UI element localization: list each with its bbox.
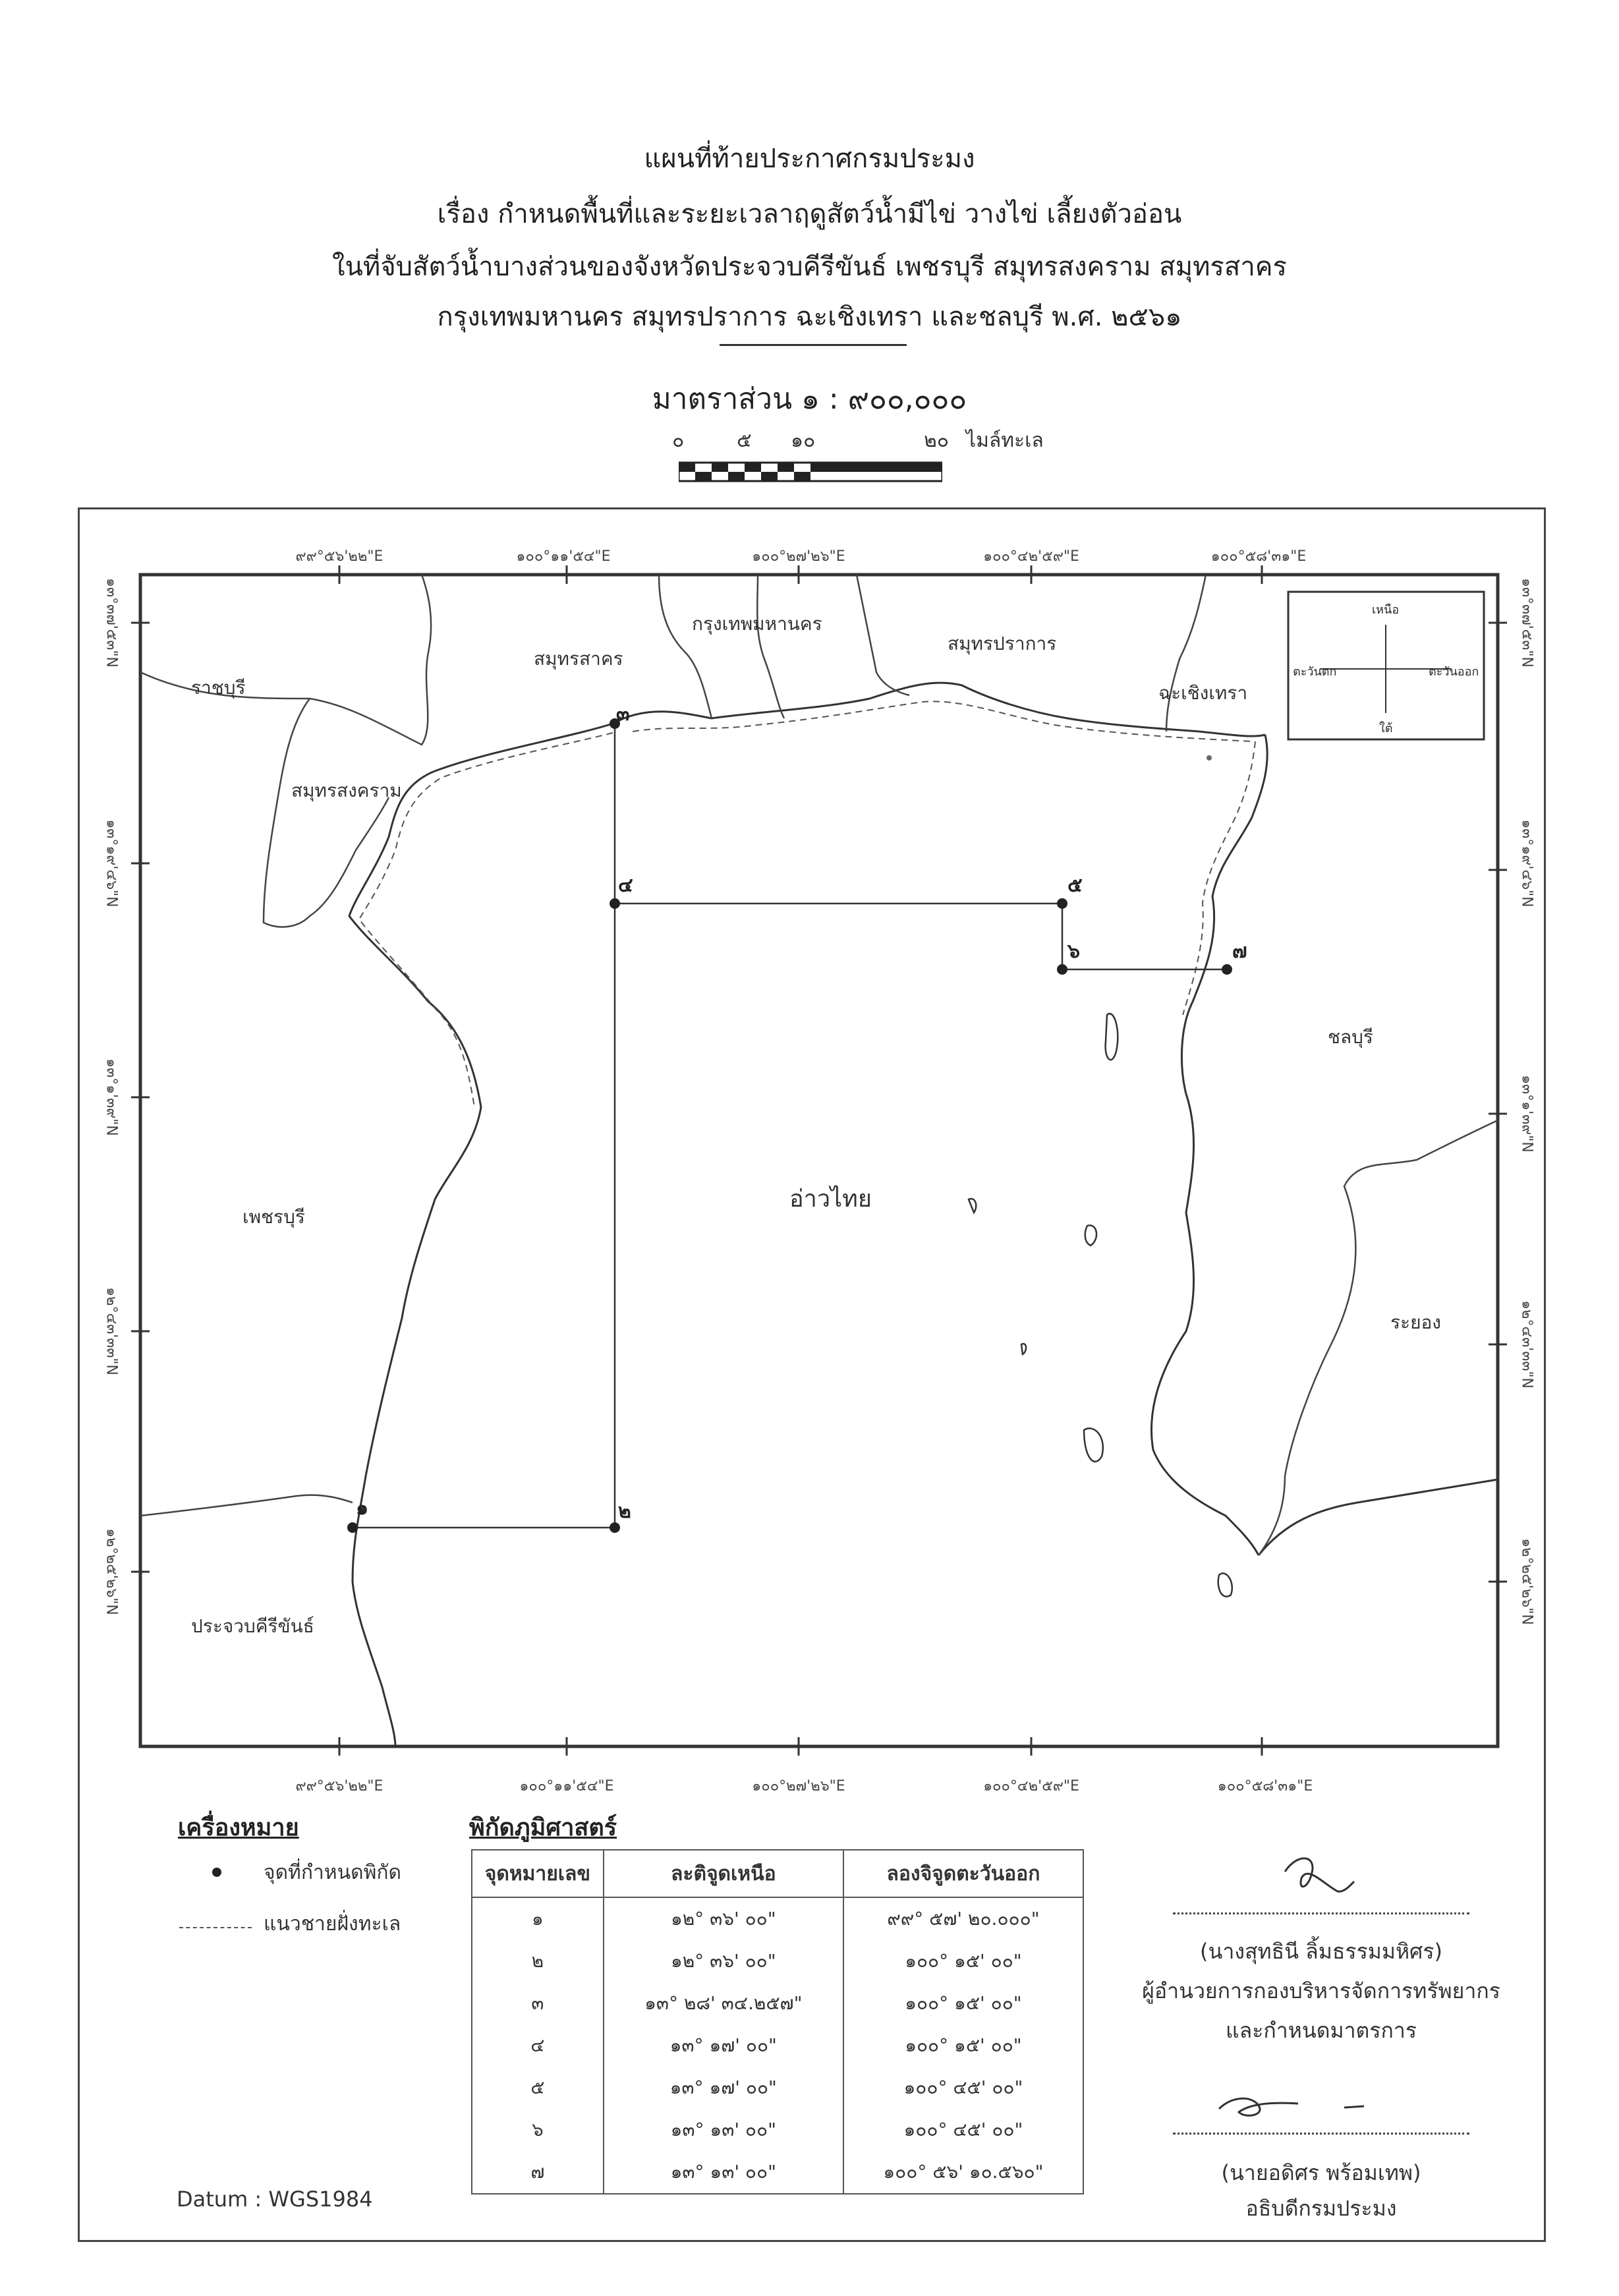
coords-heading: พิกัดภูมิศาสตร์ xyxy=(469,1814,617,1841)
point-number: ๓ xyxy=(472,1982,604,2024)
point-label-7: ๗ xyxy=(1232,940,1247,963)
point-number: ๒ xyxy=(472,1940,604,1982)
coords-header-lat: ละติจูดเหนือ xyxy=(604,1850,843,1897)
coordinate-points xyxy=(347,718,1232,1533)
longitude: ๑๐๐° ๑๕' ๐๐" xyxy=(843,1940,1083,1982)
coords-header-lon: ลองจิจูดตะวันออก xyxy=(843,1850,1083,1897)
lon-tick-top-3: ๑๐๐°๒๗'๒๖"E xyxy=(752,548,845,565)
datum-label: Datum : WGS1984 xyxy=(177,2187,373,2212)
lon-tick-bottom-4: ๑๐๐°๔๒'๕๙"E xyxy=(983,1778,1079,1794)
scale-unit: ไมล์ทะเล xyxy=(966,429,1044,452)
signature-1-name: (นางสุทธินี ลิ้มธรรมมหิศร) xyxy=(1199,1939,1443,1964)
point-label-5: ๕ xyxy=(1067,874,1083,897)
lat-tick-right-5: ๑๒°๒๕'๒๖"N xyxy=(1518,1538,1535,1625)
rayong-south-coast xyxy=(1259,1479,1498,1555)
legend-point-symbol xyxy=(212,1868,221,1877)
longitude: ๑๐๐° ๑๕' ๐๐" xyxy=(843,1982,1083,2024)
latitude: ๑๓° ๑๗' ๐๐" xyxy=(604,2024,843,2067)
place-samut-prakan: สมุทรปราการ xyxy=(948,633,1057,654)
point-label-4: ๔ xyxy=(618,874,633,897)
longitude: ๑๐๐° ๔๕' ๐๐" xyxy=(843,2109,1083,2151)
place-ratchaburi: ราชบุรี xyxy=(191,677,246,699)
latitude: ๑๓° ๑๓' ๐๐" xyxy=(604,2151,843,2194)
compass-south: ใต้ xyxy=(1379,722,1393,735)
scale-ratio: มาตราส่วน ๑ : ๙๐๐,๐๐๐ xyxy=(652,382,967,416)
signature-2-line xyxy=(1173,2133,1469,2135)
scale-tick-10: ๑๐ xyxy=(791,429,816,452)
east-coastline xyxy=(1151,735,1267,1555)
table-row xyxy=(472,2151,1083,2194)
latitude: ๑๓° ๑๗' ๐๐" xyxy=(604,2067,843,2109)
lat-tick-left-2: ๑๓°๑๙'๔๖"N xyxy=(103,819,120,907)
point-number: ๖ xyxy=(472,2109,604,2151)
lon-tick-bottom-5: ๑๐๐°๕๘'๓๑"E xyxy=(1217,1778,1313,1794)
table-row xyxy=(472,2024,1083,2067)
place-bangkok: กรุงเทพมหานคร xyxy=(692,613,822,635)
place-gulf-of-thailand: อ่าวไทย xyxy=(789,1186,872,1213)
signature-2-name: (นายอดิศร พร้อมเทพ) xyxy=(1221,2160,1421,2185)
lat-tick-right-1: ๑๓°๓๗'๕๓"N xyxy=(1518,578,1535,668)
table-row xyxy=(472,1897,1083,1940)
lat-tick-left-4: ๑๒°๔๓'๓๓"N xyxy=(103,1287,120,1375)
point-label-1: ๑ xyxy=(356,1497,369,1520)
zone-boundary xyxy=(353,724,1227,1528)
latitude: ๑๒° ๓๖' ๐๐" xyxy=(604,1897,843,1940)
signature-1-title-1: ผู้อำนวยการกองบริหารจัดการทรัพยากร xyxy=(1142,1978,1500,2003)
lon-tick-bottom-2: ๑๐๐°๑๑'๕๔"E xyxy=(519,1778,614,1794)
legend-coast-symbol xyxy=(179,1927,252,1928)
lat-tick-left-3: ๑๓°๑'๓๙"N xyxy=(103,1058,120,1136)
point-number: ๕ xyxy=(472,2067,604,2109)
scale-tick-0: ๐ xyxy=(672,429,685,452)
compass-east: ตะวันออก xyxy=(1429,665,1479,679)
lon-tick-bottom-1: ๙๙°๕๖'๒๒"E xyxy=(295,1778,383,1794)
longitude: ๑๐๐° ๑๕' ๐๐" xyxy=(843,2024,1083,2067)
place-rayong: ระยอง xyxy=(1390,1311,1441,1333)
signature-2-title: อธิบดีกรมประมง xyxy=(1245,2196,1397,2221)
latitude: ๑๒° ๓๖' ๐๐" xyxy=(604,1940,843,1982)
point-label-2: ๒ xyxy=(618,1500,631,1523)
scale-tick-20: ๒๐ xyxy=(924,429,950,452)
point-label-3: ๓ xyxy=(616,703,630,726)
place-samut-sakhon: สมุทรสาคร xyxy=(534,648,623,670)
map-frame xyxy=(140,575,1498,1746)
lon-tick-bottom-3: ๑๐๐°๒๗'๒๖"E xyxy=(752,1778,845,1794)
point-number: ๔ xyxy=(472,2024,604,2067)
coords-table xyxy=(471,1849,1084,2195)
lat-tick-right-4: ๑๒°๔๓'๓๓"N xyxy=(1518,1300,1535,1389)
place-samut-songkhram: สมุทรสงคราม xyxy=(291,780,402,801)
lon-tick-top-4: ๑๐๐°๔๒'๕๙"E xyxy=(983,548,1079,565)
legend-point-text: จุดที่กำหนดพิกัด xyxy=(264,1861,402,1884)
point-number: ๗ xyxy=(472,2151,604,2194)
legend-coast-text: แนวชายฝั่งทะเล xyxy=(264,1912,401,1936)
lat-tick-right-2: ๑๓°๑๙'๔๖"N xyxy=(1518,819,1535,907)
longitude: ๑๐๐° ๔๕' ๐๐" xyxy=(843,2067,1083,2109)
point-label-6: ๖ xyxy=(1067,940,1081,963)
scale-tick-5: ๕ xyxy=(737,429,752,452)
coords-header-point: จุดหมายเลข xyxy=(472,1850,604,1897)
lat-tick-right-3: ๑๓°๑'๓๙"N xyxy=(1518,1075,1535,1153)
compass-west: ตะวันตก xyxy=(1293,665,1337,679)
coords-header-row xyxy=(472,1850,1083,1897)
legend-heading: เครื่องหมาย xyxy=(178,1814,299,1841)
table-row xyxy=(472,2109,1083,2151)
point-number: ๑ xyxy=(472,1897,604,1940)
title-line-1: แผนที่ท้ายประกาศกรมประมง xyxy=(644,144,975,174)
table-row xyxy=(472,1982,1083,2024)
title-line-4: กรุงเทพมหานคร สมุทรปราการ ฉะเชิงเทรา และชลบุรี พ.ศ. ๒๕๖๑ xyxy=(437,302,1182,332)
lat-tick-left-1: ๑๓°๓๗'๕๓"N xyxy=(103,578,120,668)
signature-1-title-2: และกำหนดมาตรการ xyxy=(1225,2018,1417,2043)
latitude: ๑๓° ๒๘' ๓๔.๒๕๗" xyxy=(604,1982,843,2024)
lon-tick-top-5: ๑๐๐°๕๘'๓๑"E xyxy=(1210,548,1307,565)
title-line-2: เรื่อง กำหนดพื้นที่และระยะเวลาฤดูสัตว์น้ำมีไข่ วางไข่ เลี้ยงตัวอ่อน xyxy=(437,199,1182,229)
longitude: ๙๙° ๕๗' ๒๐.๐๐๐" xyxy=(843,1897,1083,1940)
lat-tick-left-5: ๑๒°๒๕'๒๖"N xyxy=(103,1528,120,1615)
latitude: ๑๓° ๑๓' ๐๐" xyxy=(604,2109,843,2151)
place-phetchaburi: เพชรบุรี xyxy=(242,1206,305,1228)
place-chonburi: ชลบุรี xyxy=(1328,1026,1373,1048)
signature-2-mark xyxy=(1212,2082,1397,2129)
table-row xyxy=(472,2067,1083,2109)
signature-1-mark xyxy=(1272,1845,1364,1905)
title-line-3: ในที่จับสัตว์น้ำบางส่วนของจังหวัดประจวบคีรีขันธ์ เพชรบุรี สมุทรสงคราม สมุทรสาคร xyxy=(331,252,1288,282)
lon-tick-top-2: ๑๐๐°๑๑'๕๔"E xyxy=(516,548,611,565)
signature-1-line xyxy=(1173,1912,1469,1914)
west-coastline xyxy=(349,724,613,1746)
longitude: ๑๐๐° ๕๖' ๑๐.๕๖๐" xyxy=(843,2151,1083,2194)
compass-north: เหนือ xyxy=(1372,603,1400,617)
table-row xyxy=(472,1940,1083,1982)
graticule-ticks xyxy=(131,565,1507,1756)
place-prachuap: ประจวบคีรีขันธ์ xyxy=(191,1615,314,1637)
lon-tick-top-1: ๙๙°๕๖'๒๒"E xyxy=(295,548,383,565)
east-shoreline-dashed xyxy=(1183,741,1255,1015)
place-chachoengsao: ฉะเชิงเทรา xyxy=(1158,682,1248,704)
